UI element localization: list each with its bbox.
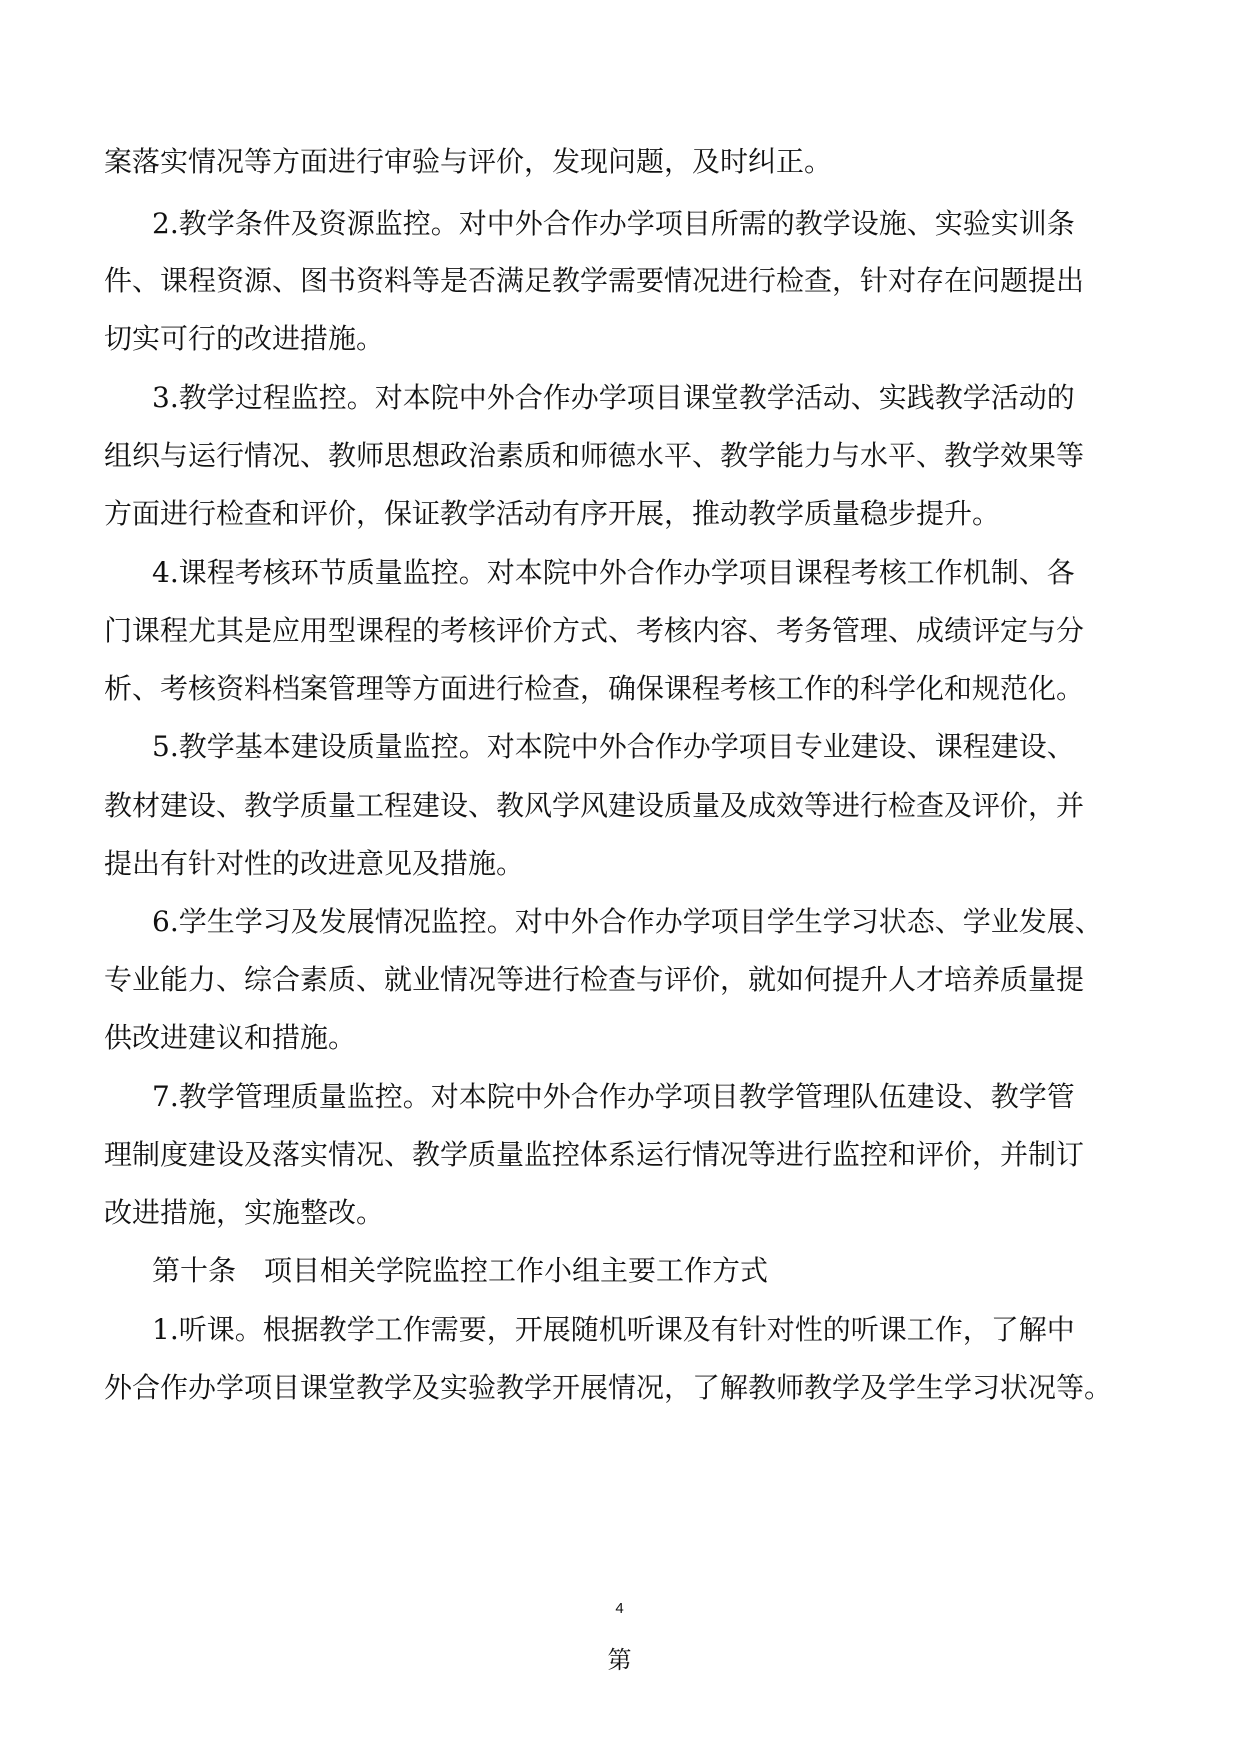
text-line: 门课程尤其是应用型课程的考核评价方式、考核内容、考务管理、成绩评定与分 <box>104 614 1085 647</box>
text-line: 7.教学管理质量监控。对本院中外合作办学项目教学管理队伍建设、教学管 <box>152 1080 1075 1113</box>
text-line: 1.听课。根据教学工作需要，开展随机听课及有针对性的听课工作，了解中 <box>152 1313 1075 1346</box>
text-line: 外合作办学项目课堂教学及实验教学开展情况，了解教师教学及学生学习状况等。 <box>104 1371 1113 1404</box>
text-line: 教材建设、教学质量工程建设、教风学风建设质量及成效等进行检查及评价，并 <box>104 789 1085 822</box>
text-line: 方面进行检查和评价，保证教学活动有序开展，推动教学质量稳步提升。 <box>104 497 1001 530</box>
text-line: 组织与运行情况、教师思想政治素质和师德水平、教学能力与水平、教学效果等 <box>104 439 1085 472</box>
text-line: 提出有针对性的改进意见及措施。 <box>104 847 525 880</box>
text-line: 4.课程考核环节质量监控。对本院中外合作办学项目课程考核工作机制、各 <box>152 556 1075 589</box>
text-line: 析、考核资料档案管理等方面进行检查，确保课程考核工作的科学化和规范化。 <box>104 672 1085 705</box>
text-line: 理制度建设及落实情况、教学质量监控体系运行情况等进行监控和评价，并制订 <box>104 1138 1085 1171</box>
text-line: 供改进建议和措施。 <box>104 1021 357 1054</box>
footer-text: 第 <box>607 1646 632 1674</box>
section-heading: 第十条 项目相关学院监控工作小组主要工作方式 <box>152 1254 769 1287</box>
text-line: 2.教学条件及资源监控。对中外合作办学项目所需的教学设施、实验实训条 <box>152 207 1075 240</box>
page-number: 4 <box>615 1600 624 1617</box>
text-line: 件、课程资源、图书资料等是否满足教学需要情况进行检查，针对存在问题提出 <box>104 264 1085 297</box>
text-line: 专业能力、综合素质、就业情况等进行检查与评价，就如何提升人才培养质量提 <box>104 963 1085 996</box>
text-line: 案落实情况等方面进行审验与评价，发现问题，及时纠正。 <box>104 145 833 178</box>
text-line: 3.教学过程监控。对本院中外合作办学项目课堂教学活动、实践教学活动的 <box>152 381 1075 414</box>
text-line: 改进措施，实施整改。 <box>104 1196 385 1229</box>
text-line: 切实可行的改进措施。 <box>104 322 385 355</box>
text-line: 6.学生学习及发展情况监控。对中外合作办学项目学生学习状态、学业发展、 <box>152 905 1103 938</box>
text-line: 5.教学基本建设质量监控。对本院中外合作办学项目专业建设、课程建设、 <box>152 730 1075 763</box>
